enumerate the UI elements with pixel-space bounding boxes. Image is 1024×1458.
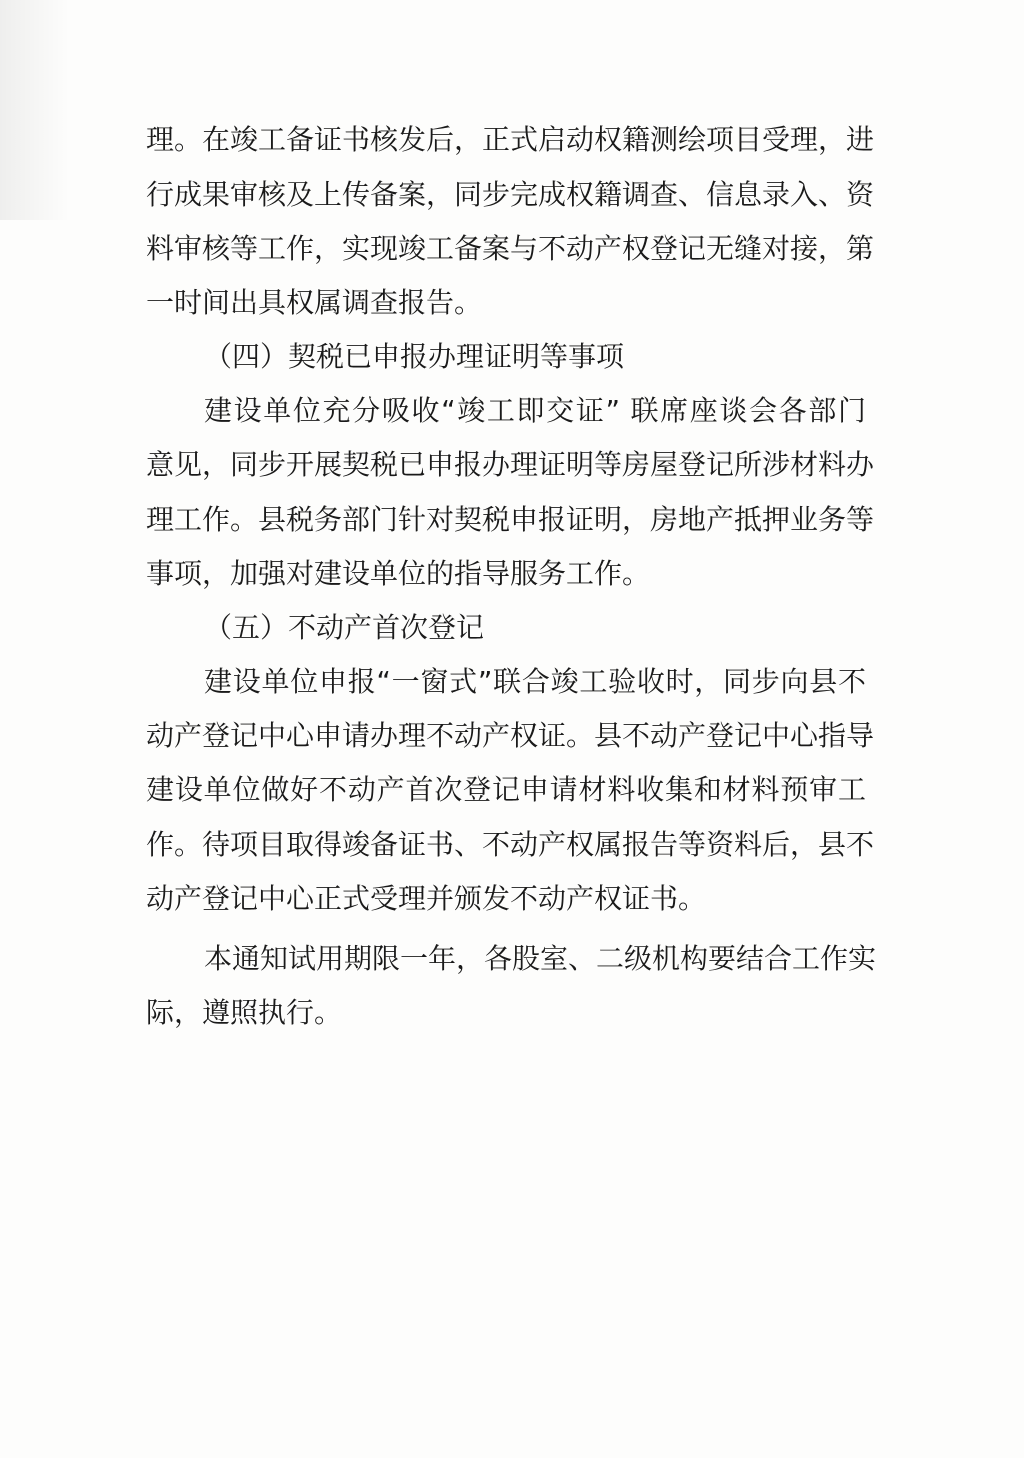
paragraph-line: 理。在竣工备证书核发后，正式启动权籍测绘项目受理，进 xyxy=(146,123,875,156)
paragraph-line: 本通知试用期限一年，各股室、二级机构要结合工作实 xyxy=(204,942,877,975)
paragraph-line: 建设单位充分吸收“竣工即交证” 联席座谈会各部门 xyxy=(204,394,866,427)
paragraph-line: 一时间出具权属调查报告。 xyxy=(146,286,483,319)
paragraph-line: 作。待项目取得竣备证书、不动产权属报告等资料后，县不 xyxy=(146,828,875,861)
paragraph-line: 建设单位申报“一窗式”联合竣工验收时，同步向县不 xyxy=(204,665,866,698)
paragraph-line: 动产登记中心申请办理不动产权证。县不动产登记中心指导 xyxy=(146,719,875,752)
paragraph-line: 动产登记中心正式受理并颁发不动产权证书。 xyxy=(146,882,707,915)
paragraph-line: 际，遵照执行。 xyxy=(146,996,343,1029)
paragraph-line: 理工作。县税务部门针对契税申报证明，房地产抵押业务等 xyxy=(146,503,875,536)
paragraph-line: 意见，同步开展契税已申报办理证明等房屋登记所涉材料办 xyxy=(146,448,875,481)
paragraph-line: 建设单位做好不动产首次登记申请材料收集和材料预审工 xyxy=(146,773,866,806)
paragraph-line: 事项，加强对建设单位的指导服务工作。 xyxy=(146,557,651,590)
paragraph-line: 料审核等工作，实现竣工备案与不动产权登记无缝对接，第 xyxy=(146,232,875,265)
paragraph-line: 行成果审核及上传备案，同步完成权籍调查、信息录入、资 xyxy=(146,178,875,211)
section-heading-5: （五）不动产首次登记 xyxy=(204,611,485,644)
section-heading-4: （四）契税已申报办理证明等事项 xyxy=(204,340,625,373)
